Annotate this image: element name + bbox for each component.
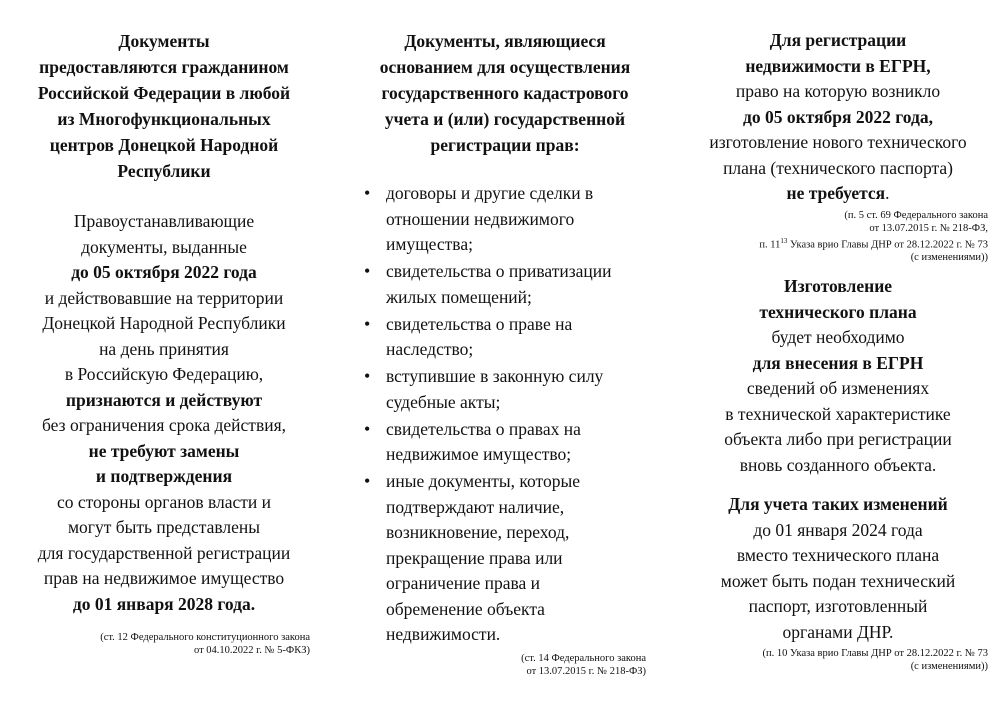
list-item-line: наследство; [386, 339, 474, 359]
list-item-line: • свидетельства о правах на [386, 418, 581, 439]
body-line: для государственной регистрации [37, 542, 291, 563]
body-line: плана (технического паспорта) [723, 157, 953, 178]
list-item-line: судебные акты; [386, 391, 501, 412]
body-line: прав на недвижимое имущество [43, 568, 285, 588]
list-item-line: недвижимое имущество; [386, 444, 572, 464]
technical-plan-block [688, 274, 988, 478]
body-line-bold: и подтверждения [95, 466, 233, 486]
list-item-line: обременение объекта [386, 598, 545, 619]
period: . [885, 183, 890, 203]
body-line: без ограничения срока действия, [42, 415, 286, 435]
reference-line: от 13.07.2015 г. № 218-ФЗ, [869, 222, 988, 234]
title-line: предоставляются гражданином [39, 57, 289, 77]
left-column-title [18, 28, 310, 184]
list-item [350, 364, 660, 415]
body-line: вместо технического плана [736, 545, 940, 565]
title-line: Документы [118, 31, 210, 51]
left-column-body [18, 209, 310, 617]
list-item-line: прекращение права или [386, 547, 563, 568]
middle-column-title [350, 28, 660, 158]
body-line: на день принятия [99, 338, 229, 359]
middle-column-reference [350, 652, 646, 678]
body-line-bold: Для учета таких изменений [728, 494, 948, 514]
body-line-bold: недвижимости в ЕГРН, [745, 55, 931, 76]
list-item-line: отношении недвижимого [386, 208, 575, 229]
reference-line: (с изменениями)) [910, 661, 988, 672]
title-line: Документы, являющиеся [404, 31, 606, 51]
title-line: учета и (или) государственной [384, 109, 626, 129]
body-line: вновь созданного объекта. [739, 454, 937, 475]
body-line: в Российскую Федерацию, [64, 364, 264, 384]
registration-block [688, 28, 988, 207]
changes-block [688, 492, 988, 645]
list-item-line: ограничение права и [386, 573, 541, 593]
reference-text: Указа врио Главы ДНР от 28.12.2022 г. № 73 [787, 239, 988, 250]
title-line: Российской Федерации в любой [37, 83, 291, 103]
right-column [688, 28, 988, 673]
title-line: государственного кадастрового [381, 83, 629, 103]
list-item-line: • договоры и другие сделки в [386, 183, 594, 203]
reference-text: п. 11 [759, 239, 781, 250]
list-item-line: возникновение, переход, [386, 522, 570, 542]
body-line: сведений об изменениях [746, 378, 930, 398]
body-line [688, 181, 988, 207]
body-line: паспорт, изготовленный [748, 596, 928, 616]
body-line: изготовление нового технического [709, 132, 967, 152]
list-item-line: подтверждают наличие, [386, 496, 565, 517]
list-item-line: • свидетельства о приватизации [386, 261, 612, 281]
changes-reference [688, 647, 988, 673]
reference-line: (п. 5 ст. 69 Федерального закона [844, 209, 988, 221]
body-line: право на которую возникло [735, 81, 941, 101]
left-column [18, 28, 310, 657]
body-line: в технической характеристике [725, 403, 951, 424]
reference-line: (ст. 12 Федерального конституционного закона [100, 632, 310, 643]
middle-column [350, 28, 660, 678]
list-item-line: • вступившие в законную силу [386, 366, 604, 386]
body-line-bold: до 05 октября 2022 года, [743, 106, 933, 127]
left-column-reference [18, 631, 310, 657]
body-line: органами ДНР. [782, 621, 894, 642]
reference-line [688, 235, 988, 252]
body-line: и действовавшие на территории [44, 287, 284, 308]
list-item-line: недвижимости. [386, 624, 501, 644]
title-line: из Многофункциональных [57, 109, 271, 129]
body-line: будет необходимо [771, 327, 905, 347]
list-item [350, 181, 660, 258]
body-line: до 01 января 2024 года [753, 519, 923, 540]
title-line: основанием для осуществления [379, 57, 631, 77]
body-line-bold: не требуют замены [88, 440, 240, 461]
list-item [350, 312, 660, 363]
body-line: объекта либо при регистрации [724, 429, 952, 449]
reference-line: от 04.10.2022 г. № 5-ФКЗ) [193, 645, 310, 656]
list-item-line: имущества; [386, 234, 473, 254]
title-line: Республики [117, 161, 211, 181]
body-line: Правоустанавливающие [73, 211, 255, 231]
body-line-bold: признаются и действуют [65, 389, 263, 410]
list-item [350, 417, 660, 468]
body-line: может быть подан технический [720, 570, 956, 591]
body-line-bold: для внесения в ЕГРН [752, 352, 924, 373]
title-line: регистрации прав: [430, 135, 580, 155]
registration-reference [688, 209, 988, 265]
body-line: могут быть представлены [67, 517, 261, 537]
reference-superscript: 13 [780, 236, 788, 245]
reference-line: от 13.07.2015 г. № 218-ФЗ) [526, 665, 646, 677]
list-item-line: жилых помещений; [386, 286, 532, 307]
body-line-bold: до 05 октября 2022 года [71, 262, 257, 282]
list-item [350, 259, 660, 310]
list-item [350, 469, 660, 648]
body-line-bold: технического плана [759, 301, 917, 322]
list-item-line: • иные документы, которые [386, 471, 580, 491]
reference-line: (с изменениями)) [910, 252, 988, 263]
body-line: документы, выданные [81, 236, 247, 257]
body-line: Донецкой Народной Республики [42, 313, 286, 333]
not-required-text: не требуется [786, 183, 886, 203]
body-line: со стороны органов власти и [56, 491, 272, 512]
document-list [350, 181, 660, 648]
body-line-bold: Для регистрации [769, 30, 907, 50]
reference-line: (п. 10 Указа врио Главы ДНР от 28.12.2022 г. № 73 [762, 648, 988, 659]
list-item-line: • свидетельства о праве на [386, 313, 573, 334]
body-line-bold: Изготовление [783, 276, 893, 296]
reference-line: (ст. 14 Федерального закона [521, 652, 646, 664]
body-line-bold: до 01 января 2028 года. [72, 593, 256, 614]
title-line: центров Донецкой Народной [49, 135, 279, 155]
